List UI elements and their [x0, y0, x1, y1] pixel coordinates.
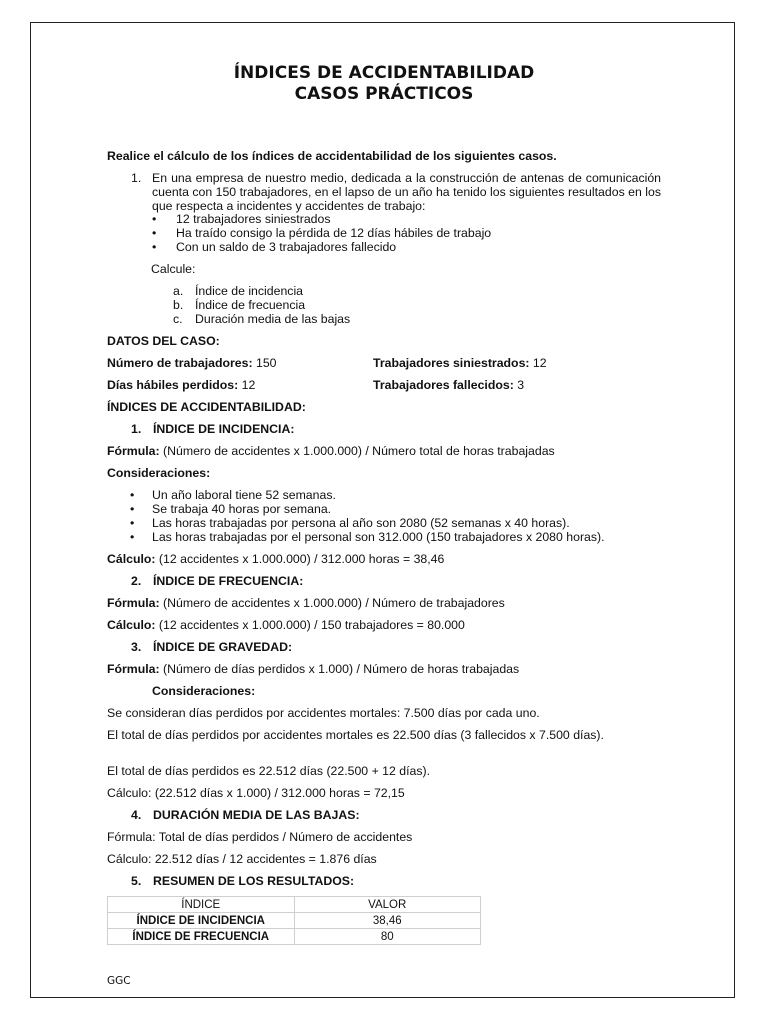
list-item: a. Índice de incidencia	[173, 284, 304, 298]
days-field: Días hábiles perdidos: 12	[107, 378, 256, 392]
list-item: • Con un saldo de 3 trabajadores fallecido	[152, 240, 397, 254]
gravedad-paragraph: Se consideran días perdidos por accidentes mortales: 7.500 días por cada uno.	[107, 706, 540, 720]
case-text: En una empresa de nuestro medio, dedicada a la construcción de antenas de comunicación cuenta con 150 trabajadores, en el lapso de un año ha tenido los siguientes resultados en los que respecta a incidentes y accidentes de trabajo:	[152, 171, 661, 213]
considerations-list	[130, 488, 706, 544]
list-item: • Las horas trabajadas por el personal son 312.000 (150 trabajadores x 2080 horas).	[130, 530, 605, 544]
formula-duracion: Fórmula: Total de días perdidos / Número de accidentes	[107, 830, 413, 844]
list-item: • 12 trabajadores siniestrados	[152, 212, 331, 226]
calc-list	[173, 284, 727, 326]
formula-gravedad: Fórmula: (Número de días perdidos x 1.000) / Número de horas trabajadas	[107, 662, 520, 676]
considerations-label: Consideraciones:	[152, 684, 256, 698]
section-heading-resumen: 5. RESUMEN DE LOS RESULTADOS:	[131, 874, 355, 888]
calc-frecuencia: Cálculo: (12 accidentes x 1.000.000) / 150 trabajadores = 80.000	[107, 618, 465, 632]
table-cell: ÍNDICE DE FRECUENCIA	[108, 929, 295, 945]
table-header: VALOR	[294, 897, 481, 913]
datos-heading: DATOS DEL CASO:	[107, 334, 220, 348]
injured-field: Trabajadores siniestrados: 12	[373, 356, 547, 370]
calc-duracion: Cálculo: 22.512 días / 12 accidentes = 1.876 días	[107, 852, 377, 866]
calc-gravedad: Cálculo: (22.512 días x 1.000) / 312.000 horas = 72,15	[107, 786, 405, 800]
page-title: ÍNDICES DE ACCIDENTABILIDAD	[233, 63, 535, 83]
deaths-field: Trabajadores fallecidos: 3	[373, 378, 525, 392]
footer-text: GGC	[107, 975, 131, 987]
section-heading-duracion: 4. DURACIÓN MEDIA DE LAS BAJAS:	[131, 808, 360, 822]
case-number: 1.	[131, 171, 142, 185]
page-subtitle: CASOS PRÁCTICOS	[294, 84, 474, 104]
table-cell: 38,46	[294, 913, 481, 929]
formula-frecuencia: Fórmula: (Número de accidentes x 1.000.000) / Número de trabajadores	[107, 596, 505, 610]
list-item: • Ha traído consigo la pérdida de 12 días hábiles de trabajo	[152, 226, 492, 240]
list-item: c. Duración media de las bajas	[173, 312, 351, 326]
results-table	[107, 896, 481, 945]
gravedad-paragraph: El total de días perdidos por accidentes mortales es 22.500 días (3 fallecidos x 7.500 días).	[107, 728, 604, 742]
table-cell: 80	[294, 929, 481, 945]
considerations-label: Consideraciones:	[107, 466, 211, 480]
instruction: Realice el cálculo de los índices de accidentabilidad de los siguientes casos.	[107, 149, 557, 163]
workers-field: Número de trabajadores: 150	[107, 356, 277, 370]
table-cell: ÍNDICE DE INCIDENCIA	[108, 913, 295, 929]
calc-incidencia: Cálculo: (12 accidentes x 1.000.000) / 312.000 horas = 38,46	[107, 552, 445, 566]
table-row	[108, 913, 481, 929]
calcule-label: Calcule:	[151, 262, 196, 276]
section-heading-frecuencia: 2. ÍNDICE DE FRECUENCIA:	[131, 574, 304, 588]
list-item: • Se trabaja 40 horas por semana.	[130, 502, 332, 516]
formula-incidencia: Fórmula: (Número de accidentes x 1.000.000) / Número total de horas trabajadas	[107, 444, 555, 458]
indices-heading: ÍNDICES DE ACCIDENTABILIDAD:	[107, 400, 306, 414]
list-item: • Las horas trabajadas por persona al año son 2080 (52 semanas x 40 horas).	[130, 516, 570, 530]
gravedad-paragraph: El total de días perdidos es 22.512 días (22.500 + 12 días).	[107, 764, 431, 778]
section-heading-incidencia: 1. ÍNDICE DE INCIDENCIA:	[131, 422, 295, 436]
table-header-row	[108, 897, 481, 913]
table-row	[108, 929, 481, 945]
list-item: b. Índice de frecuencia	[173, 298, 306, 312]
section-heading-gravedad: 3. ÍNDICE DE GRAVEDAD:	[131, 640, 293, 654]
table-header: ÍNDICE	[108, 897, 295, 913]
list-item: • Un año laboral tiene 52 semanas.	[130, 488, 336, 502]
case-bullet-list	[152, 212, 686, 254]
